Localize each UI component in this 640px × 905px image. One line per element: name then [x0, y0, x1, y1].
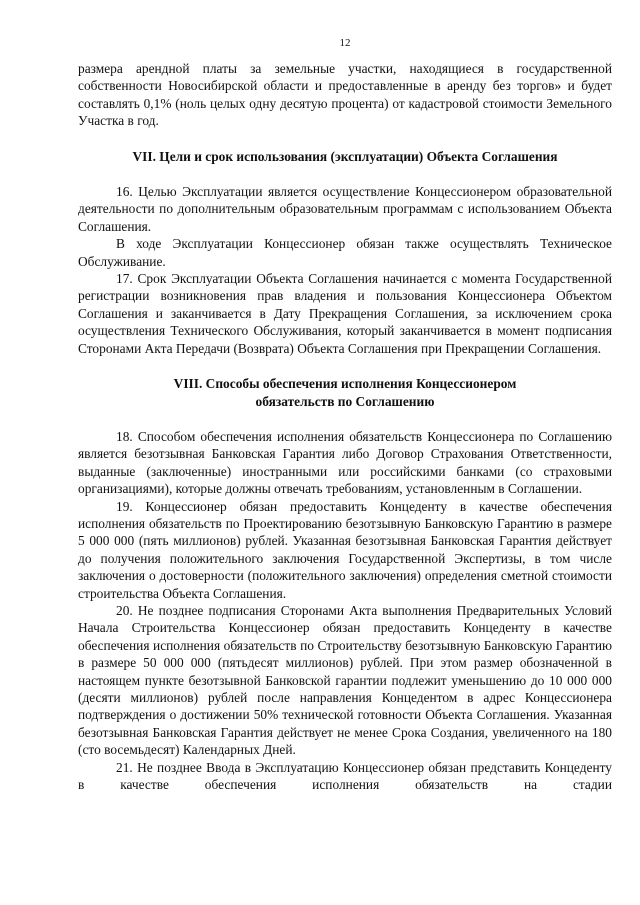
paragraph-20: 20. Не позднее подписания Сторонами Акта выполнения Предварительных Условий Начала Строительства Концессионер обязан предоставить Концеденту в качестве обеспечения исполнения обязательств по Строительству безотзывную Банковскую Гарантию в размере 50 000 000 (пятьдесят миллионов) рублей. При этом размер обозначенной в настоящем пункте безотзывной Банковской гарантии подлежит уменьшению до 10 000 000 (десяти миллионов) рублей после направления Концедентом в адрес Концессионера подтверждения о достижении 50% технической готовности Объекта Соглашения. Указанная безотзывная Банковская Гарантия действует не менее Срока Создания, увеличенного на 180 (сто восемьдесят) Календарных Дней.	[78, 602, 612, 758]
intro-paragraph: размера арендной платы за земельные участки, находящиеся в государственной собственности Новосибирской области и предоставленные в аренду без торгов» и будет составлять 0,1% (ноль целых одну десятую процента) от кадастровой стоимости Земельного Участка в год.	[78, 61, 612, 129]
section-8-title-line-2: обязательств по Соглашению	[255, 393, 435, 409]
paragraph-16: 16. Целью Эксплуатации является осуществление Концессионером образовательной деятельности по дополнительным образовательным программам с использованием Объекта Соглашения.	[78, 184, 612, 234]
paragraph-16-continued: В ходе Эксплуатации Концессионер обязан также осуществлять Техническое Обслуживание.	[78, 236, 612, 269]
paragraph-21: 21. Не позднее Ввода в Эксплуатацию Концессионер обязан представить Концеденту в качестве обеспечения исполнения обязательств на стадии	[78, 759, 612, 793]
section-8-title-line-1: VIII. Способы обеспечения исполнения Концессионером	[173, 376, 517, 392]
paragraph-17: 17. Срок Эксплуатации Объекта Соглашения начинается с момента Государственной регистрации возникновения прав владения и пользования Концессионера Объектом Соглашения и заканчивается в Дату Прекращения Соглашения, за исключением срока осуществления Технического Обслуживания, который заканчивается в момент подписания Сторонами Акта Передачи (Возврата) Объекта Соглашения при Прекращении Соглашения.	[78, 271, 612, 356]
section-7-title: VII. Цели и срок использования (эксплуатации) Объекта Соглашения	[132, 148, 558, 164]
paragraph-19: 19. Концессионер обязан предоставить Концеденту в качестве обеспечения исполнения обязательств по Проектированию безотзывную Банковскую Гарантию в размере 5 000 000 (пять миллионов) рублей. Указанная безотзывная Банковская Гарантия действует до получения положительного заключения Государственной Экспертизы, в том числе заключения о достоверности (положительного заключения) определения сметной стоимости строительства Объекта Соглашения.	[78, 498, 612, 601]
section-8-title	[78, 375, 612, 410]
page-number: 12	[339, 37, 351, 49]
paragraph-18: 18. Способом обеспечения исполнения обязательств Концессионера по Соглашению является безотзывная Банковская Гарантия либо Договор Страхования Ответственности, выданные (заключенные) иностранными или российскими банками (со страховыми организациями), которые должны отвечать требованиям, установленным в Соглашении.	[78, 428, 612, 497]
